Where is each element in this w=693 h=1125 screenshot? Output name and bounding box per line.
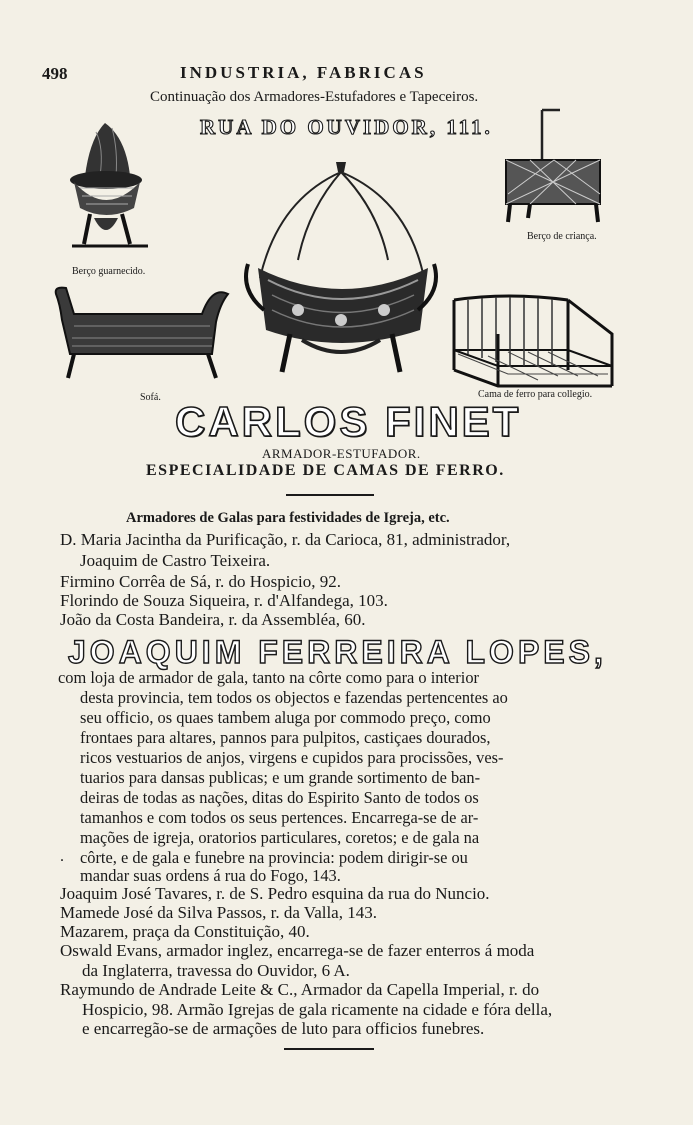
page-number: 498	[42, 64, 68, 83]
description-line: tamanhos e com todos os seus pertences. Encarrega-se de ar-	[80, 808, 479, 827]
listing-line: Mazarem, praça da Constituição, 40.	[60, 922, 310, 941]
listing-line: Joaquim José Tavares, r. de S. Pedro esquina da rua do Nuncio.	[60, 884, 490, 903]
description-line: desta provincia, tem todos os objectos e fazendas pertencentes ao	[80, 688, 508, 707]
description-line: deiras de todas as nações, ditas do Espirito Santo de todos os	[80, 788, 479, 807]
iron-bed-illustration	[448, 290, 618, 390]
advertiser-specialty: ESPECIALIDADE DE CAMAS DE FERRO.	[146, 462, 505, 479]
section-title: Armadores de Galas para festividades de Igreja, etc.	[126, 510, 450, 526]
listing-line: Joaquim de Castro Teixeira.	[80, 551, 271, 570]
sofa-illustration	[52, 284, 232, 384]
divider	[286, 494, 374, 496]
description-line: frontaes para altares, pannos para pulpitos, castiçaes dourados,	[80, 728, 491, 747]
child-bed-caption: Berço de criança.	[527, 231, 597, 242]
listing-line: D. Maria Jacintha da Purificação, r. da Carioca, 81, administrador,	[60, 530, 511, 549]
description-line: mandar suas ordens á rua do Fogo, 143.	[80, 866, 341, 885]
crib-caption: Berço guarnecido.	[72, 266, 146, 277]
advertiser-role: ARMADOR-ESTUFADOR.	[262, 446, 421, 461]
description-line: tuarios para dansas publicas; e um grande sortimento de ban-	[80, 768, 481, 787]
description-line: seu officio, os quaes tambem aluga por commodo preço, como	[80, 708, 491, 727]
description-line: mações de igreja, oratorios particulares, coretos; e de gala na	[80, 828, 480, 847]
page-header: INDUSTRIA, FABRICAS	[180, 63, 427, 82]
listing-line: João da Costa Bandeira, r. da Assembléa, 60.	[60, 610, 366, 629]
listing-line: Firmino Corrêa de Sá, r. do Hospicio, 92.	[60, 572, 341, 591]
footer-divider	[284, 1048, 374, 1050]
sofa-caption: Sofá.	[140, 392, 161, 403]
listing-line: e encarregão-se de armações de luto para officios funebres.	[82, 1019, 485, 1038]
description-line: côrte, e de gala e funebre na provincia: podem dirigir-se ou	[80, 848, 468, 867]
description-line: ricos vestuarios de anjos, virgens e cupidos para procissões, ves-	[80, 748, 504, 767]
listing-line: Hospicio, 98. Armão Igrejas de gala ricamente na cidade e fóra della,	[82, 1000, 553, 1019]
crib-illustration	[60, 118, 160, 266]
listing-line: Mamede José da Silva Passos, r. da Valla, 143.	[60, 903, 377, 922]
listing-line: da Inglaterra, travessa do Ouvidor, 6 A.	[82, 961, 350, 980]
continuation-line: Continuação dos Armadores-Estufadores e Tapeceiros.	[150, 89, 479, 105]
listing-line: Florindo de Souza Siqueira, r. d'Alfandega, 103.	[60, 591, 388, 610]
street-address: RUA DO OUVIDOR, 111.	[200, 115, 493, 139]
featured-name: JOAQUIM FERREIRA LOPES,	[68, 634, 607, 670]
iron-bed-caption: Cama de ferro para collegio.	[478, 389, 593, 400]
canopy-cradle-illustration	[238, 160, 443, 382]
advertiser-name: CARLOS FINET	[175, 398, 522, 445]
listing-line: Oswald Evans, armador inglez, encarrega-se de fazer enterros á moda	[60, 941, 535, 960]
child-bed-illustration	[500, 106, 610, 228]
description-line: com loja de armador de gala, tanto na côrte como para o interior	[58, 668, 479, 687]
margin-mark: .	[60, 848, 64, 865]
listing-line: Raymundo de Andrade Leite & C., Armador da Capella Imperial, r. do	[60, 980, 540, 999]
